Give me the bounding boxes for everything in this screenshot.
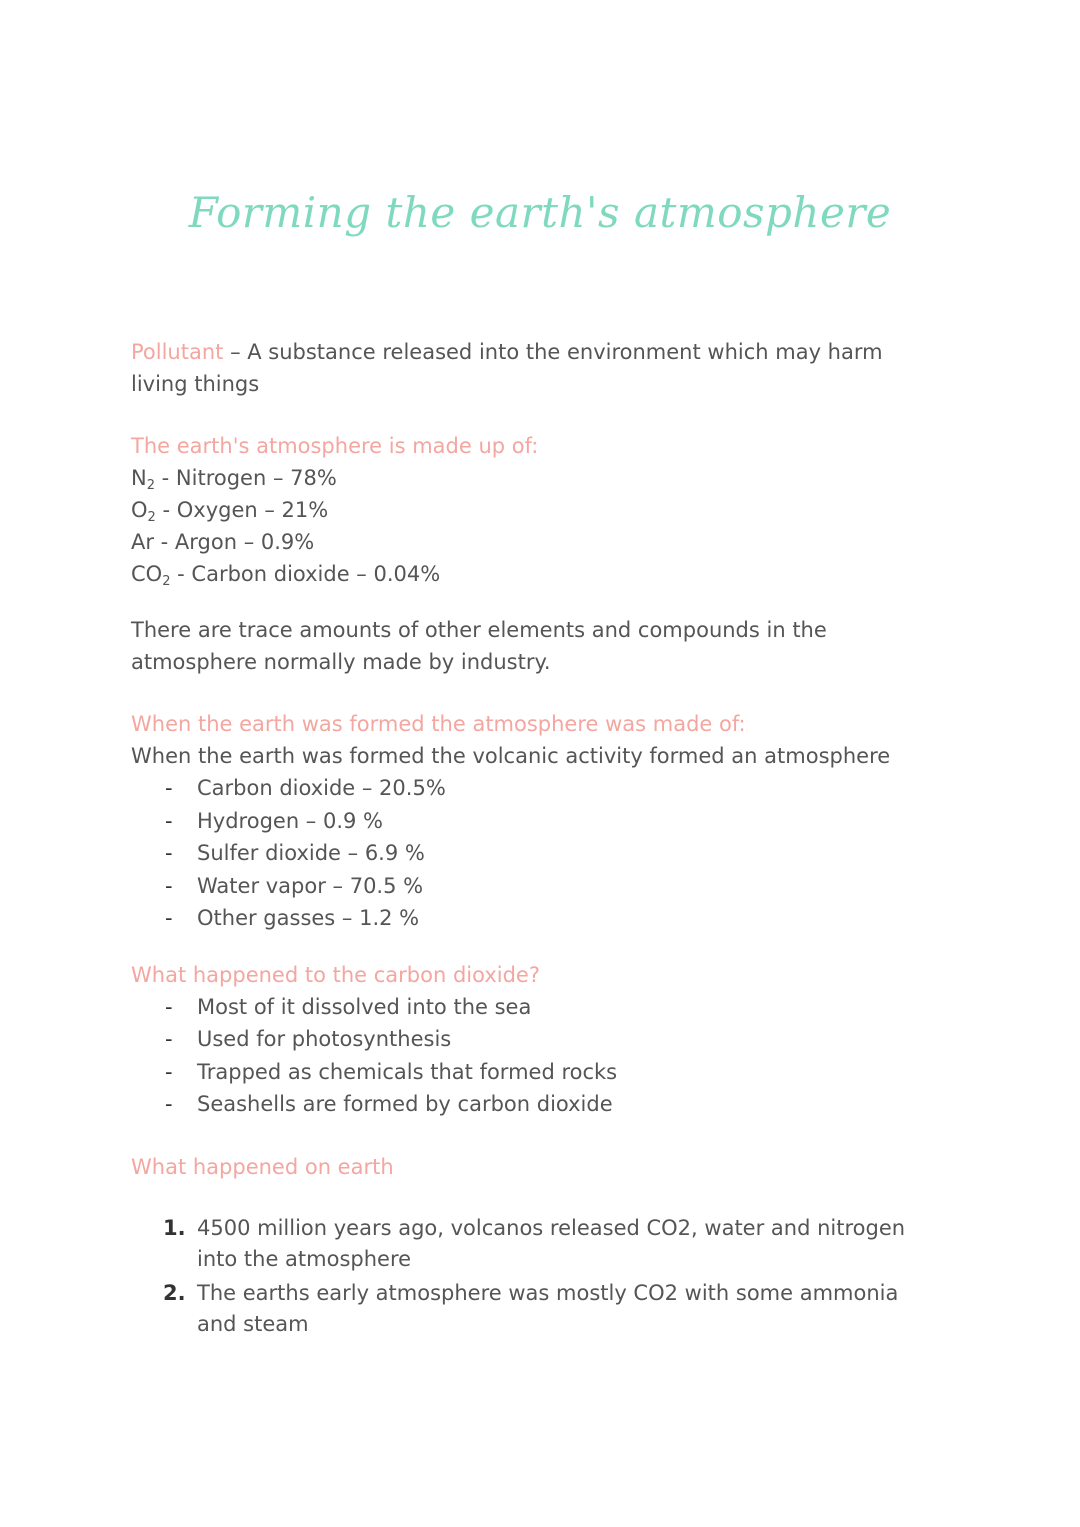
composition-item xyxy=(131,526,931,558)
step-text: 4500 million years ago, volcanos released CO2, water and nitrogen into the atmosphere xyxy=(197,1215,906,1271)
dash-bullet: - xyxy=(165,1027,173,1051)
early-intro: When the earth was formed the volcanic activity formed an atmosphere xyxy=(131,744,891,768)
dash-bullet: - xyxy=(165,1092,173,1116)
list-item: - Other gasses – 1.2 % xyxy=(131,902,931,935)
step-text: The earths early atmosphere was mostly CO2 with some ammonia and steam xyxy=(197,1280,899,1336)
step-number: 1. xyxy=(163,1215,186,1240)
composition-text: - Carbon dioxide – 0.04% xyxy=(170,562,441,586)
list-item: - Most of it dissolved into the sea xyxy=(131,991,931,1024)
composition-symbol: O xyxy=(131,498,148,522)
dash-bullet: - xyxy=(165,994,173,1019)
page-title: Forming the earth's atmosphere xyxy=(188,188,892,237)
pollutant-term: Pollutant xyxy=(131,340,224,364)
list-item: - Water vapor – 70.5 % xyxy=(131,870,931,903)
early-heading: When the earth was formed the atmosphere was made of: xyxy=(131,712,746,736)
co2-list xyxy=(131,991,931,1121)
early-list xyxy=(131,772,931,935)
list-item: - Carbon dioxide – 20.5% xyxy=(131,772,931,805)
pollutant-text: – A substance released into the environment which may harm living things xyxy=(131,340,883,396)
composition-subscript: 2 xyxy=(147,510,156,525)
trace-paragraph: There are trace amounts of other elements and compounds in the atmosphere normally made by industry. xyxy=(131,618,827,674)
composition-item xyxy=(131,558,931,590)
step-number: 2. xyxy=(163,1280,186,1305)
composition-subscript: 2 xyxy=(162,574,171,589)
earth-section xyxy=(131,1151,931,1340)
earth-heading: What happened on earth xyxy=(131,1154,394,1179)
list-item: - Hydrogen – 0.9 % xyxy=(131,805,931,838)
composition-heading: The earth's atmosphere is made up of: xyxy=(131,434,539,458)
co2-section xyxy=(131,959,931,1121)
composition-text: - Oxygen – 21% xyxy=(155,498,329,522)
list-item: - Trapped as chemicals that formed rocks xyxy=(131,1056,931,1089)
composition-section xyxy=(131,430,931,590)
dash-bullet: - xyxy=(165,776,173,800)
dash-bullet: - xyxy=(165,1059,173,1084)
notes-body xyxy=(131,336,931,1343)
pollutant-definition xyxy=(131,336,931,400)
composition-text: - Nitrogen – 78% xyxy=(155,466,337,490)
list-item: - Seashells are formed by carbon dioxide xyxy=(131,1088,931,1121)
list-item: - Used for photosynthesis xyxy=(131,1023,931,1056)
list-item: - Sulfer dioxide – 6.9 % xyxy=(131,837,931,870)
list-item xyxy=(131,1213,931,1275)
dash-bullet: - xyxy=(165,873,173,898)
composition-symbol: CO xyxy=(131,562,163,586)
list-item xyxy=(131,1278,931,1340)
composition-item xyxy=(131,462,931,494)
composition-symbol: Ar xyxy=(131,530,154,554)
dash-bullet: - xyxy=(165,841,173,865)
dash-bullet: - xyxy=(165,808,173,833)
composition-item xyxy=(131,494,931,526)
composition-symbol: N xyxy=(131,466,147,490)
co2-heading: What happened to the carbon dioxide? xyxy=(131,962,540,987)
composition-text: - Argon – 0.9% xyxy=(154,530,315,554)
early-atmosphere-section xyxy=(131,708,931,935)
composition-subscript: 2 xyxy=(146,478,155,493)
dash-bullet: - xyxy=(165,906,173,930)
earth-steps xyxy=(131,1213,931,1340)
